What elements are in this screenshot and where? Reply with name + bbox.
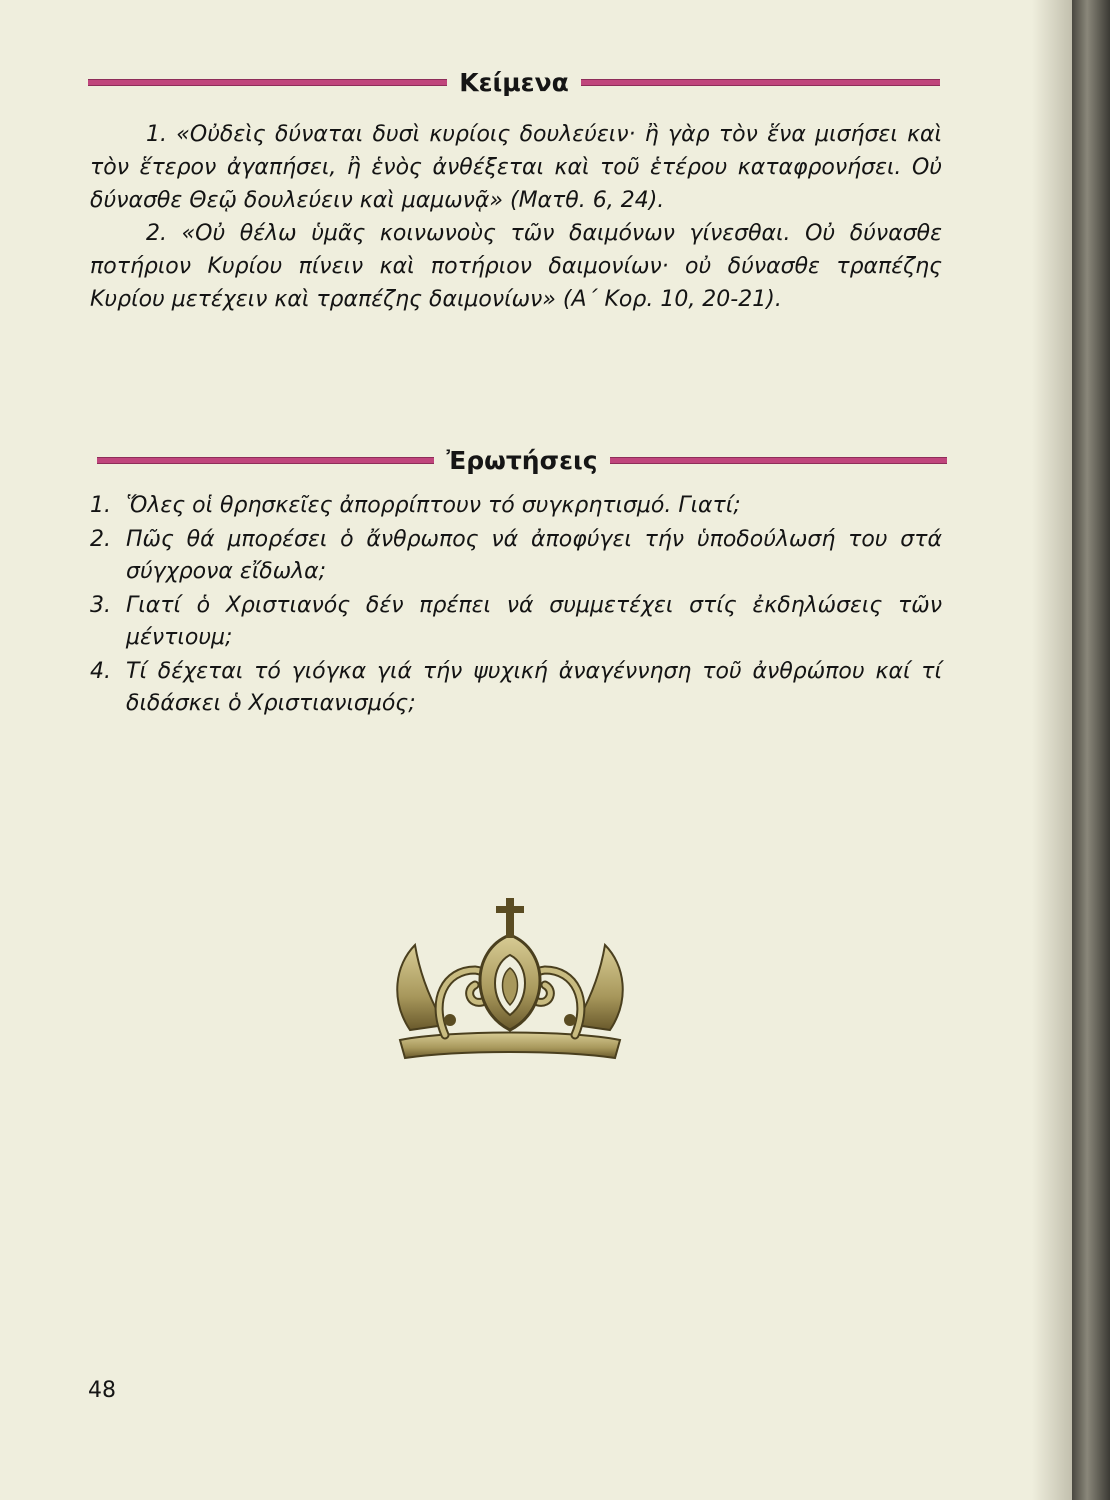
heading-rule-right: [581, 79, 940, 86]
question-number: 1.: [90, 493, 111, 518]
heading-rule-left: [88, 79, 447, 86]
question-item: [90, 490, 942, 522]
question-number: 2.: [90, 527, 111, 552]
question-item: [90, 590, 942, 654]
question-number: 3.: [90, 593, 111, 618]
heading-rule-left: [97, 457, 434, 464]
question-number: 4.: [90, 659, 111, 684]
page-number: 48: [88, 1378, 116, 1403]
crown-ornament-icon: [390, 890, 630, 1075]
heading-rule-right: [610, 457, 947, 464]
questions-heading-label: Ἐρωτήσεις: [446, 445, 598, 475]
quote-2: 2. «Οὐ θέλω ὑμᾶς κοινωνοὺς τῶν δαιμόνων γίνεσθαι. Οὐ δύνασθε ποτήριον Κυρίου πίνειν καὶ ποτήριον δαιμονίων· οὐ δύνασθε τραπέζης Κυρίου μετέχειν καὶ τραπέζης δαιμονίων» (Α΄ Κορ. 10, 20-21).: [90, 221, 942, 312]
scripture-quotes: [90, 118, 942, 316]
question-text: Ὅλες οἱ θρησκεῖες ἀπορρίπτουν τό συγκρητισμό. Γιατί;: [126, 493, 741, 518]
texts-heading-label: Κείμενα: [459, 67, 569, 97]
question-text: Τί δέχεται τό γιόγκα γιά τήν ψυχική ἀναγέννηση τοῦ ἀνθρώπου καί τί διδάσκει ὁ Χριστιανισμός;: [126, 659, 942, 716]
book-binding-edge: [1072, 0, 1110, 1500]
questions-section-heading: [97, 440, 947, 480]
question-item: [90, 524, 942, 588]
question-text: Γιατί ὁ Χριστιανός δέν πρέπει νά συμμετέχει στίς ἐκδηλώσεις τῶν μέντιουμ;: [126, 593, 942, 650]
question-item: [90, 656, 942, 720]
texts-section-heading: [88, 62, 940, 102]
question-text: Πῶς θά μπορέσει ὁ ἄνθρωπος νά ἀποφύγει τήν ὑποδούλωσή του στά σύγχρονα εἴδωλα;: [126, 527, 942, 584]
questions-list: [90, 490, 942, 722]
quote-1: 1. «Οὐδεὶς δύναται δυσὶ κυρίοις δουλεύειν· ἢ γὰρ τὸν ἕνα μισήσει καὶ τὸν ἕτερον ἀγαπήσει, ἢ ἑνὸς ἀνθέξεται καὶ τοῦ ἑτέρου καταφρονήσει. Οὐ δύνασθε Θεῷ δουλεύειν καὶ μαμωνᾷ» (Ματθ. 6, 24).: [90, 122, 942, 213]
